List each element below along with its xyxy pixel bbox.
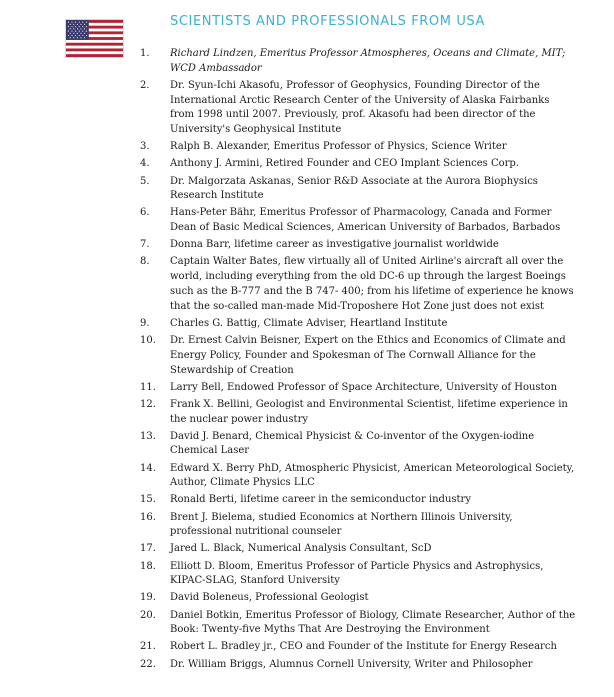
item-number: 15. [140, 494, 156, 506]
list-item [140, 493, 576, 508]
item-text: Brent J. Bielema, studied Economics at Northern Illinois University, professional nutritional counseler [170, 511, 513, 538]
item-text: Elliott D. Bloom, Emeritus Professor of Particle Physics and Astrophysics, KIPAC-SLAG, Stanford University [170, 560, 544, 587]
section-title: SCIENTISTS AND PROFESSIONALS FROM USA [170, 14, 486, 29]
list-item [140, 317, 576, 332]
item-text: Daniel Botkin, Emeritus Professor of Biology, Climate Researcher, Author of the Book: Twenty-five Myths That Are Destroying the Environment [170, 609, 576, 636]
list-item [140, 658, 576, 673]
list-item [140, 609, 576, 639]
list-item [140, 255, 576, 314]
item-text: Ronald Berti, lifetime career in the semiconductor industry [170, 494, 471, 506]
item-number: 13. [140, 430, 156, 442]
list-item [140, 560, 576, 590]
item-text: Dr. Ernest Calvin Beisner, Expert on the Ethics and Economics of Climate and Energy Policy, Founder and Spokesman of The Cornwall Alliance for the Stewardship of Creation [170, 335, 566, 376]
item-text: Robert L. Bradley jr., CEO and Founder of the Institute for Energy Research [170, 641, 557, 653]
item-text: Dr. Malgorzata Askanas, Senior R&D Associate at the Aurora Biophysics Research Institute [170, 175, 538, 202]
list-item [140, 591, 576, 606]
item-number: 21. [140, 641, 156, 653]
list-item [140, 511, 576, 541]
item-number: 7. [140, 239, 150, 251]
item-text: Jared L. Black, Numerical Analysis Consultant, ScD [170, 543, 432, 555]
list-item [140, 206, 576, 236]
item-number: 2. [140, 79, 150, 91]
item-number: 10. [140, 335, 156, 347]
item-number: 3. [140, 141, 150, 153]
item-text: Richard Lindzen, Emeritus Professor Atmospheres, Oceans and Climate, MIT; WCD Ambassador [170, 48, 566, 74]
item-number: 17. [140, 543, 156, 555]
item-text: Ralph B. Alexander, Emeritus Professor of Physics, Science Writer [170, 141, 507, 153]
item-number: 19. [140, 592, 156, 604]
list-item [140, 462, 576, 492]
item-number: 20. [140, 609, 156, 621]
item-text: Frank X. Bellini, Geologist and Environmental Scientist, lifetime experience in the nuclear power industry [170, 398, 568, 425]
item-number: 22. [140, 658, 156, 670]
list-item [140, 398, 576, 428]
usa-flag-icon [66, 20, 123, 57]
item-number: 1. [140, 48, 150, 59]
item-number: 5. [140, 175, 150, 187]
item-number: 16. [140, 511, 156, 523]
list-item [140, 238, 576, 253]
list-item [140, 430, 576, 460]
item-text: David Boleneus, Professional Geologist [170, 592, 369, 604]
list-item [140, 140, 576, 155]
item-text: Edward X. Berry PhD, Atmospheric Physicist, American Meteorological Society, Author, Climate Physics LLC [170, 462, 575, 489]
item-text: Captain Walter Bates, flew virtually all of United Airline's aircraft all over the world, including everything from the old DC-6 up through the largest Boeings such as the B-777 and the B 747- 400; from his lifetime of experience he knows that the so-called man-made Mid-Troposhere Hot Zone just does not exist [170, 256, 574, 312]
item-number: 18. [140, 560, 156, 572]
list-item [140, 381, 576, 396]
item-number: 6. [140, 207, 150, 219]
item-number: 9. [140, 317, 150, 329]
item-number: 4. [140, 158, 150, 170]
item-text: Anthony J. Armini, Retired Founder and CEO Implant Sciences Corp. [170, 158, 520, 170]
item-number: 8. [140, 256, 150, 268]
item-text: Dr. William Briggs, Alumnus Cornell University, Writer and Philosopher [170, 658, 533, 670]
list-item [140, 640, 576, 655]
list-item [140, 47, 576, 77]
item-text: Donna Barr, lifetime career as investigative journalist worldwide [170, 239, 499, 251]
list-item [140, 79, 576, 138]
scientist-list [140, 47, 576, 675]
list-item [140, 334, 576, 378]
item-text: David J. Benard, Chemical Physicist & Co-inventor of the Oxygen-iodine Chemical Laser [170, 430, 535, 457]
item-number: 11. [140, 381, 156, 393]
item-text: Charles G. Battig, Climate Adviser, Heartland Institute [170, 317, 448, 329]
item-text: Dr. Syun-Ichi Akasofu, Professor of Geophysics, Founding Director of the International Arctic Research Center of the University of Alaska Fairbanks from 1998 until 2007. Previously, prof. Akasofu had been director of the University's Geophysical Institute [170, 79, 550, 136]
item-number: 12. [140, 398, 156, 410]
list-item [140, 157, 576, 172]
item-number: 14. [140, 462, 156, 474]
item-text: Larry Bell, Endowed Professor of Space Architecture, University of Houston [170, 381, 558, 393]
list-item [140, 542, 576, 557]
list-item [140, 175, 576, 205]
item-text: Hans-Peter Bähr, Emeritus Professor of Pharmacology, Canada and Former Dean of Basic Medical Sciences, American University of Barbados, Barbados [170, 207, 561, 234]
